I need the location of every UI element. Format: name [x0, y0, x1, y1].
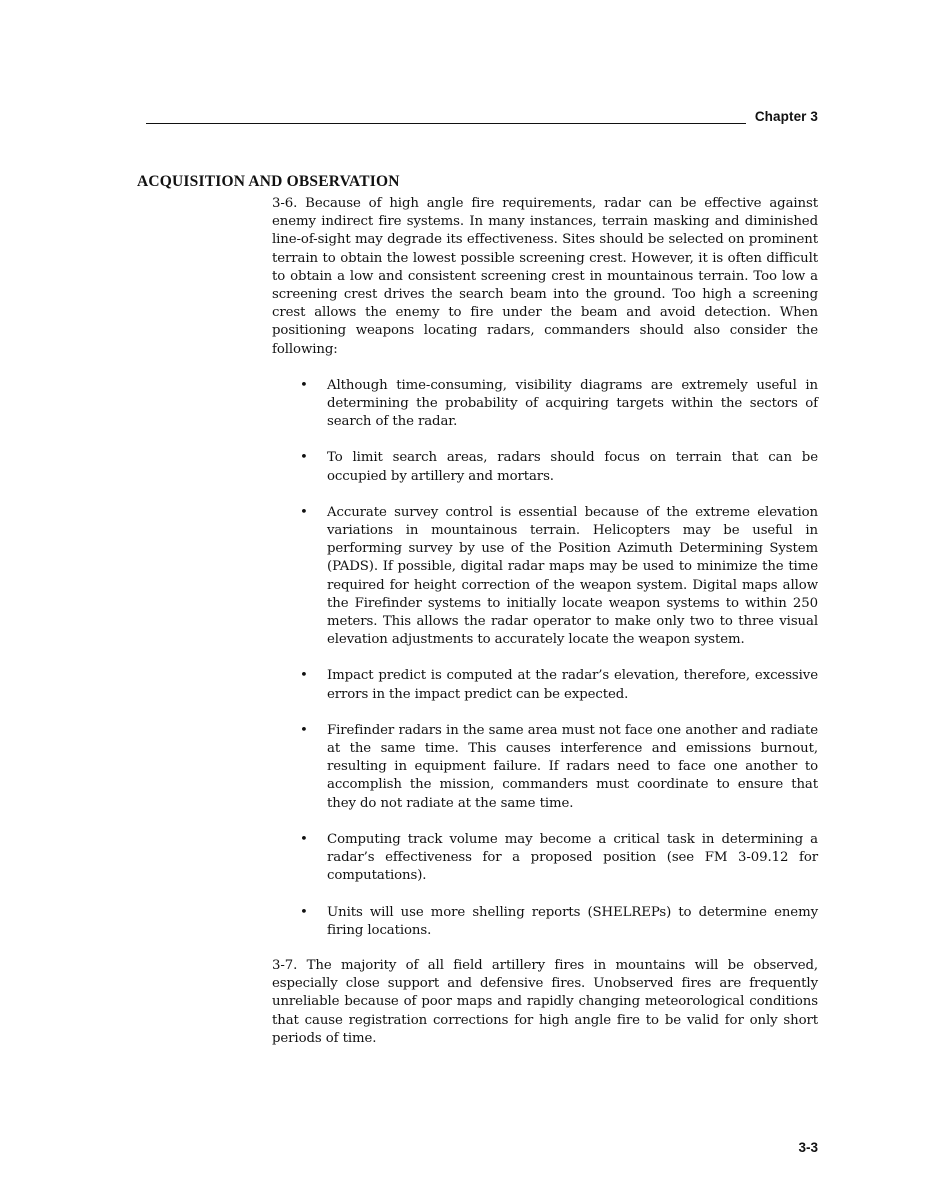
page-header: [146, 108, 818, 126]
bullet-icon: •: [300, 904, 308, 920]
list-item: [272, 667, 818, 703]
list-item: [272, 722, 818, 813]
list-item-text: Impact predict is computed at the radar’s elevation, therefore, excessive errors in the impact predict can be expected.: [327, 668, 818, 702]
chapter-label: Chapter 3: [754, 109, 818, 124]
list-item-text: Computing track volume may become a critical task in determining a radar’s effectiveness for a proposed position (see FM 3-09.12 for computations).: [327, 831, 818, 884]
list-item: [272, 449, 818, 485]
bullet-icon: •: [300, 668, 308, 684]
list-item-text: Firefinder radars in the same area must not face one another and radiate at the same time. This causes interference and emissions burnout, resulting in equipment failure. If radars need to face one another to accomplish the mission, commanders must coordinate to ensure that they do not radiate at the same time.: [327, 722, 818, 811]
list-item: [272, 377, 818, 432]
list-item-text: Units will use more shelling reports (SHELREPs) to determine enemy firing locations.: [327, 904, 818, 938]
bullet-icon: •: [300, 504, 308, 520]
bullet-icon: •: [300, 722, 308, 738]
list-item-text: Accurate survey control is essential because of the extreme elevation variations in mountainous terrain. Helicopters may be useful in performing survey by use of the Position Azimuth Determining System (PADS). If possible, digital radar maps may be used to minimize the time required for height correction of the weapon system. Digital maps allow the Firefinder systems to initially locate weapon systems to within 250 meters. This allows the radar operator to make only two to three visual elevation adjustments to accurately locate the weapon system.: [327, 504, 818, 648]
bullet-icon: •: [300, 377, 308, 393]
list-item-text: To limit search areas, radars should focus on terrain that can be occupied by artillery and mortars.: [327, 450, 818, 484]
list-item: [272, 504, 818, 650]
bullet-icon: •: [300, 450, 308, 466]
bullet-list: [272, 377, 818, 940]
paragraph-3-7: 3-7. The majority of all field artillery fires in mountains will be observed, especially close support and defensive fires. Unobserved fires are frequently unreliable because of poor maps and rapidly changing meteorological conditions that cause registration corrections for high angle fire to be valid for only short periods of time.: [272, 957, 818, 1046]
paragraph-3-6: 3-6. Because of high angle fire requirements, radar can be effective against enemy indirect fire systems. In many instances, terrain masking and diminished line-of-sight may degrade its effectiveness. Sites should be selected on prominent terrain to obtain the lowest possible screening crest. However, it is often difficult to obtain a low and consistent screening crest in mountainous terrain. Too low a screening crest drives the search beam into the ground. Too high a screening crest allows the enemy to fire under the beam and avoid detection. When positioning weapons locating radars, commanders should also consider the following:: [272, 196, 818, 357]
bullet-icon: •: [300, 831, 308, 847]
page-number: 3-3: [798, 1140, 818, 1155]
list-item: [272, 904, 818, 940]
header-rule: [146, 123, 746, 124]
list-item-text: Although time-consuming, visibility diagrams are extremely useful in determining the probability of acquiring targets within the sectors of search of the radar.: [327, 377, 818, 430]
section-heading: ACQUISITION AND OBSERVATION: [137, 173, 400, 190]
list-item: [272, 831, 818, 886]
body-content: [272, 195, 818, 1048]
